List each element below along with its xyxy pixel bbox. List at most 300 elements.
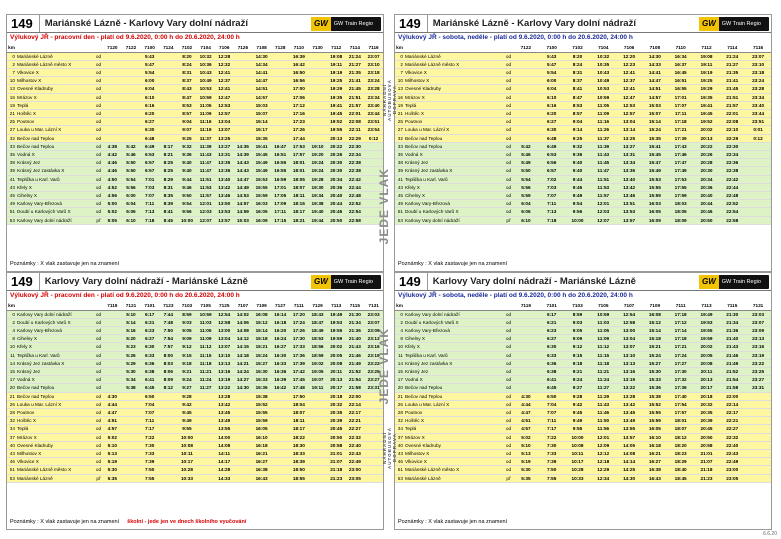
departure-time bbox=[234, 433, 253, 441]
departure-time: 18:55 bbox=[290, 474, 309, 482]
timetable-row bbox=[7, 449, 383, 457]
departure-time: 6:30 bbox=[140, 126, 159, 134]
departure-time bbox=[234, 77, 253, 85]
departure-time: 19:52 bbox=[327, 118, 346, 126]
departure-time: 19:52 bbox=[694, 118, 720, 126]
departure-time bbox=[271, 458, 290, 466]
departure-time: 13:40 bbox=[215, 175, 234, 183]
timetable-row bbox=[395, 216, 771, 224]
departure-time: 13:42 bbox=[616, 183, 642, 191]
departure-time bbox=[122, 68, 141, 76]
station-name: Mrázov X bbox=[404, 433, 504, 441]
departure-time: 4:44 bbox=[513, 400, 539, 408]
departure-time: 18:11 bbox=[290, 417, 309, 425]
timetable-row bbox=[7, 466, 383, 474]
departure-time: 10:32 bbox=[590, 52, 616, 60]
departure-time: 21:46 bbox=[719, 351, 745, 359]
departure-time: 11:39 bbox=[590, 142, 616, 150]
departure-time bbox=[159, 77, 178, 85]
departure-time: 10:36 bbox=[196, 60, 215, 68]
departure-time: 17:53 bbox=[290, 142, 309, 150]
train-number: 7100 bbox=[140, 43, 159, 52]
departure-time: 6:17 bbox=[140, 310, 159, 318]
timetable-row bbox=[7, 52, 383, 60]
departure-time: 4:57 bbox=[513, 425, 539, 433]
departure-time: 17:18 bbox=[668, 118, 694, 126]
departure-time bbox=[745, 150, 771, 158]
departure-time: 16:38 bbox=[642, 466, 668, 474]
departure-time bbox=[308, 68, 327, 76]
departure-time: 11:09 bbox=[590, 109, 616, 117]
station-name: Cihelny X bbox=[404, 335, 504, 343]
departure-time bbox=[745, 408, 771, 416]
station-name: Bečov nad Teplou bbox=[404, 142, 504, 150]
departure-time: 22:58 bbox=[719, 216, 745, 224]
station-name: Kfely X bbox=[404, 343, 504, 351]
validity-note: Výlukový JŘ - sobota, neděle - platí od 9.6.2020, 0:00 h do 20.6.2020, 24:00 h bbox=[398, 292, 633, 299]
departure-time: 13:42 bbox=[215, 183, 234, 191]
departure-time: 4:51 bbox=[513, 417, 539, 425]
departure-time: 10:59 bbox=[590, 310, 616, 318]
departure-time: 7:11 bbox=[140, 200, 159, 208]
departure-time: 16:50 bbox=[290, 68, 309, 76]
station-name: Krásný Jez bbox=[16, 367, 94, 375]
departure-time: 15:55 bbox=[642, 183, 668, 191]
train-number: 7129 bbox=[308, 301, 327, 310]
departure-time: 14:53 bbox=[234, 191, 253, 199]
departure-time: 15:55 bbox=[642, 408, 668, 416]
departure-time: 11:37 bbox=[590, 134, 616, 142]
arr-dep-header bbox=[94, 301, 103, 310]
arr-dep-flag: od bbox=[95, 201, 102, 207]
departure-time: 17:30 bbox=[290, 335, 309, 343]
timetable-row bbox=[395, 60, 771, 68]
departure-time: 13:28 bbox=[215, 392, 234, 400]
departure-time: 12:07 bbox=[590, 216, 616, 224]
km-value: 17 bbox=[395, 376, 404, 384]
line-number: 149 bbox=[7, 273, 40, 290]
departure-time: 7:11 bbox=[539, 200, 565, 208]
departure-time: 17:18 bbox=[668, 335, 694, 343]
departure-time: 6:50 bbox=[539, 392, 565, 400]
departure-time: 20:13 bbox=[694, 376, 720, 384]
departure-time: 18:22 bbox=[290, 433, 309, 441]
departure-time: 5:30 bbox=[103, 466, 122, 474]
departure-time: 21:07 bbox=[327, 458, 346, 466]
timetable-row bbox=[395, 326, 771, 334]
departure-time: 12:41 bbox=[616, 85, 642, 93]
departure-time: 15:59 bbox=[252, 417, 271, 425]
departure-time: 17:50 bbox=[290, 392, 309, 400]
departure-time: 15:45 bbox=[642, 150, 668, 158]
departure-time: 14:33 bbox=[215, 474, 234, 482]
km-value: 16 bbox=[7, 93, 16, 101]
departure-time: 12:03 bbox=[196, 208, 215, 216]
departure-time: 14:43 bbox=[234, 167, 253, 175]
departure-time: 6:45 bbox=[539, 384, 565, 392]
departure-time: 9:15 bbox=[565, 351, 591, 359]
departure-time bbox=[122, 85, 141, 93]
arr-dep-flag: od bbox=[505, 151, 512, 157]
departure-time: 16:18 bbox=[252, 441, 271, 449]
departure-time: 16:21 bbox=[252, 449, 271, 457]
departure-time: 14:47 bbox=[234, 175, 253, 183]
departure-time: 9:56 bbox=[178, 208, 197, 216]
timetable-row bbox=[7, 458, 383, 466]
departure-time: 13:57 bbox=[616, 433, 642, 441]
timetable-row bbox=[395, 449, 771, 457]
departure-time: 17:39 bbox=[290, 359, 309, 367]
departure-time: 13:04 bbox=[215, 335, 234, 343]
train-number: 7108 bbox=[252, 43, 271, 52]
departure-time bbox=[271, 441, 290, 449]
timetable-row bbox=[395, 359, 771, 367]
departure-time: 16:05 bbox=[642, 425, 668, 433]
timetable-row bbox=[7, 474, 383, 482]
departure-time: 22:14 bbox=[719, 400, 745, 408]
departure-time: 19:55 bbox=[327, 126, 346, 134]
arr-dep-flag: od bbox=[505, 442, 512, 448]
departure-time: 10:08 bbox=[178, 441, 197, 449]
departure-time: 16:18 bbox=[271, 318, 290, 326]
departure-time: 10:28 bbox=[565, 466, 591, 474]
station-name: Karlovy Vary dolní nádraží bbox=[404, 216, 504, 224]
departure-time: 23:44 bbox=[364, 109, 383, 117]
departure-time: 18:17 bbox=[290, 208, 309, 216]
departure-time: 17:53 bbox=[668, 175, 694, 183]
departure-time: 20:39 bbox=[327, 417, 346, 425]
departure-time: 6:53 bbox=[140, 150, 159, 158]
departure-time: 18:11 bbox=[290, 191, 309, 199]
departure-time: 16:21 bbox=[642, 449, 668, 457]
logo-mark: GW bbox=[699, 275, 719, 289]
departure-time bbox=[271, 433, 290, 441]
departure-time: 13:04 bbox=[616, 118, 642, 126]
departure-time: 6:21 bbox=[140, 318, 159, 326]
departure-time: 13:07 bbox=[215, 126, 234, 134]
km-value: 13 bbox=[395, 85, 404, 93]
departure-time bbox=[122, 118, 141, 126]
departure-time: 21:36 bbox=[346, 326, 365, 334]
departure-time: 12:41 bbox=[616, 68, 642, 76]
departure-time: 10:43 bbox=[590, 68, 616, 76]
departure-time bbox=[271, 52, 290, 60]
station-name: Mariánské Lázně město X bbox=[404, 466, 504, 474]
km-value: 35 bbox=[7, 150, 16, 158]
departure-time: 15:47 bbox=[642, 159, 668, 167]
arr-dep-flag: od bbox=[95, 176, 102, 182]
departure-time: 16:39 bbox=[290, 52, 309, 60]
departure-time: 23:24 bbox=[364, 77, 383, 85]
departure-time: 20:17 bbox=[694, 384, 720, 392]
km-value: 39 bbox=[395, 167, 404, 175]
km-value: 39 bbox=[7, 167, 16, 175]
departure-time: 6:56 bbox=[539, 159, 565, 167]
departure-time: 23:19 bbox=[745, 351, 771, 359]
timetable-row bbox=[7, 134, 383, 142]
departure-time bbox=[513, 343, 539, 351]
station-name: Mariánské Lázně bbox=[404, 52, 504, 60]
departure-time: 7:30 bbox=[539, 441, 565, 449]
departure-time: 12:47 bbox=[616, 93, 642, 101]
departure-time bbox=[122, 433, 141, 441]
departure-time bbox=[196, 466, 215, 474]
departure-time: 5:35 bbox=[513, 474, 539, 482]
departure-time: 19:34 bbox=[308, 191, 327, 199]
departure-time: 5:42 bbox=[513, 142, 539, 150]
departure-time bbox=[513, 134, 539, 142]
departure-time: 6:27 bbox=[140, 118, 159, 126]
departure-time: 10:00 bbox=[178, 433, 197, 441]
station-name: Milhostov X bbox=[404, 77, 504, 85]
departure-time: 8:24 bbox=[178, 60, 197, 68]
departure-time: 15:33 bbox=[252, 376, 271, 384]
departure-time: 6:57 bbox=[539, 167, 565, 175]
departure-time bbox=[745, 400, 771, 408]
departure-time: 15:14 bbox=[252, 326, 271, 334]
departure-time: 17:47 bbox=[668, 159, 694, 167]
arr-dep-flag: od bbox=[95, 135, 102, 141]
station-name: Cihelny X bbox=[16, 335, 94, 343]
departure-time: 13:28 bbox=[616, 392, 642, 400]
departure-time: 8:31 bbox=[159, 183, 178, 191]
gw-train-regio-logo bbox=[311, 17, 381, 31]
departure-time: 9:21 bbox=[178, 367, 197, 375]
km-value: 2 bbox=[395, 60, 404, 68]
station-name: Karlovy Vary dolní nádraží bbox=[404, 310, 504, 318]
departure-time: 21:18 bbox=[327, 466, 346, 474]
station-name: Mariánské Lázně město X bbox=[16, 60, 94, 68]
departure-time: 20:50 bbox=[694, 433, 720, 441]
departure-time: 23:34 bbox=[745, 93, 771, 101]
departure-time bbox=[513, 85, 539, 93]
departure-time: 7:04 bbox=[140, 400, 159, 408]
timetable-row bbox=[7, 216, 383, 224]
departure-time: 6:27 bbox=[140, 335, 159, 343]
arr-dep-flag: od bbox=[95, 401, 102, 407]
departure-time: 23:00 bbox=[719, 466, 745, 474]
departure-time: 20:28 bbox=[694, 159, 720, 167]
departure-time: 22:48 bbox=[719, 191, 745, 199]
header-row bbox=[395, 301, 771, 310]
departure-time: 22:43 bbox=[719, 449, 745, 457]
departure-time: 9:50 bbox=[178, 191, 197, 199]
departure-time: 13:25 bbox=[215, 134, 234, 142]
departure-time: 9:49 bbox=[178, 417, 197, 425]
timetable-row bbox=[395, 400, 771, 408]
station-name: Louka u Mar. Lázní X bbox=[16, 126, 94, 134]
departure-time: 14:57 bbox=[234, 200, 253, 208]
departure-time: 18:17 bbox=[290, 425, 309, 433]
departure-time: 19:55 bbox=[327, 326, 346, 334]
departure-time bbox=[745, 216, 771, 224]
departure-time: 16:05 bbox=[252, 425, 271, 433]
departure-time: 15:24 bbox=[642, 351, 668, 359]
departure-time: 22:10 bbox=[719, 126, 745, 134]
departure-time: 15:14 bbox=[252, 118, 271, 126]
station-name: Milhostov X bbox=[16, 77, 94, 85]
departure-time: 6:23 bbox=[539, 326, 565, 334]
departure-time: 20:22 bbox=[327, 142, 346, 150]
train-number: 7131 bbox=[745, 301, 771, 310]
departure-time: 15:18 bbox=[252, 335, 271, 343]
departure-time: 16:09 bbox=[642, 216, 668, 224]
departure-time: 20:05 bbox=[694, 351, 720, 359]
departure-time: 7:01 bbox=[140, 175, 159, 183]
departure-time: 7:13 bbox=[539, 208, 565, 216]
departure-time: 16:39 bbox=[271, 376, 290, 384]
departure-time: 8:17 bbox=[159, 142, 178, 150]
departure-time bbox=[159, 408, 178, 416]
departure-time: 21:46 bbox=[346, 351, 365, 359]
departure-time bbox=[122, 52, 141, 60]
station-name: Mariánské Lázně bbox=[16, 52, 94, 60]
departure-time: 12:53 bbox=[616, 101, 642, 109]
station-name: Louka u Mar. Lázní X bbox=[16, 400, 94, 408]
departure-time: 20:30 bbox=[327, 159, 346, 167]
station-name: Mariánské Lázně město X bbox=[16, 466, 94, 474]
departure-time bbox=[364, 425, 383, 433]
departure-time: 22:32 bbox=[346, 433, 365, 441]
departure-time: 19:49 bbox=[694, 310, 720, 318]
departure-time: 11:15 bbox=[590, 351, 616, 359]
km-value: 43 bbox=[7, 183, 16, 191]
departure-time bbox=[271, 77, 290, 85]
departure-time bbox=[364, 417, 383, 425]
arr-dep-flag: od bbox=[505, 401, 512, 407]
departure-time bbox=[122, 77, 141, 85]
departure-time: 9:27 bbox=[565, 384, 591, 392]
departure-time: 10:59 bbox=[590, 93, 616, 101]
departure-time: 11:57 bbox=[590, 191, 616, 199]
timetable-row bbox=[7, 343, 383, 351]
departure-time: 13:50 bbox=[215, 200, 234, 208]
departure-time: 21:49 bbox=[719, 359, 745, 367]
timetable-row bbox=[395, 310, 771, 318]
train-number: 7103 bbox=[565, 301, 591, 310]
departure-time: 17:20 bbox=[290, 310, 309, 318]
arr-dep-flag: od bbox=[505, 319, 512, 325]
departure-time: 15:53 bbox=[642, 175, 668, 183]
departure-time: 9:44 bbox=[565, 175, 591, 183]
departure-time: 22:17 bbox=[346, 408, 365, 416]
departure-time: 20:26 bbox=[327, 150, 346, 158]
departure-time bbox=[122, 134, 141, 142]
departure-time: 16:03 bbox=[642, 200, 668, 208]
timetable-row bbox=[7, 93, 383, 101]
departure-time: 18:01 bbox=[668, 417, 694, 425]
departure-time: 14:27 bbox=[234, 376, 253, 384]
departure-time bbox=[308, 109, 327, 117]
departure-time bbox=[122, 458, 141, 466]
departure-time: 6:04 bbox=[513, 200, 539, 208]
departure-time: 11:09 bbox=[196, 109, 215, 117]
departure-time bbox=[234, 417, 253, 425]
departure-time: 18:21 bbox=[290, 216, 309, 224]
departure-time bbox=[271, 408, 290, 416]
departure-time: 19:41 bbox=[327, 101, 346, 109]
departure-time: 13:27 bbox=[215, 142, 234, 150]
departure-time bbox=[308, 474, 327, 482]
departure-time bbox=[308, 425, 327, 433]
departure-time bbox=[103, 77, 122, 85]
departure-time: 9:36 bbox=[565, 150, 591, 158]
departure-time: 7:50 bbox=[159, 326, 178, 334]
departure-time: 23:09 bbox=[364, 326, 383, 334]
departure-time: 7:11 bbox=[140, 417, 159, 425]
departure-time bbox=[308, 85, 327, 93]
departure-time: 19:29 bbox=[694, 85, 720, 93]
departure-time bbox=[103, 367, 122, 375]
departure-time: 23:03 bbox=[745, 310, 771, 318]
arr-dep-flag: od bbox=[95, 110, 102, 116]
departure-time: 5:30 bbox=[122, 367, 141, 375]
departure-time: 20:50 bbox=[694, 216, 720, 224]
departure-time: 7:11 bbox=[539, 417, 565, 425]
timetable-row bbox=[395, 109, 771, 117]
departure-time: 16:42 bbox=[290, 60, 309, 68]
departure-time bbox=[196, 474, 215, 482]
station-name: Krásný Jez zastávka X bbox=[404, 359, 504, 367]
departure-time: 13:31 bbox=[215, 150, 234, 158]
departure-time: 11:26 bbox=[590, 126, 616, 134]
departure-time: 16:09 bbox=[252, 216, 271, 224]
route-title: Mariánské Lázně - Karlovy Vary dolní nádraží bbox=[432, 18, 636, 29]
departure-time: 22:54 bbox=[346, 208, 365, 216]
km-value: 53 bbox=[7, 216, 16, 224]
departure-time: 6:04 bbox=[140, 85, 159, 93]
arr-dep-flag: od bbox=[505, 61, 512, 67]
departure-time: 20:58 bbox=[327, 441, 346, 449]
station-name: Teplička u Karl. Varů bbox=[16, 351, 94, 359]
timetable-row bbox=[7, 310, 383, 318]
timetable-row bbox=[395, 142, 771, 150]
notes-footer bbox=[10, 519, 246, 525]
km-value: 4 bbox=[7, 326, 16, 334]
departure-time: 12:32 bbox=[215, 60, 234, 68]
km-value: 33 bbox=[395, 142, 404, 150]
departure-time: 16:36 bbox=[271, 367, 290, 375]
departure-time: 7:33 bbox=[539, 449, 565, 457]
arr-dep-flag: od bbox=[95, 336, 102, 342]
timetable-panel-4 bbox=[394, 272, 772, 530]
departure-time: 23:07 bbox=[364, 318, 383, 326]
departure-time: 15:12 bbox=[642, 318, 668, 326]
departure-time: 18:20 bbox=[668, 441, 694, 449]
departure-time: 4:57 bbox=[103, 425, 122, 433]
departure-time: 16:08 bbox=[252, 310, 271, 318]
station-name: Hoštěc X bbox=[404, 417, 504, 425]
departure-time: 9:24 bbox=[565, 376, 591, 384]
arr-dep-flag: od bbox=[95, 377, 102, 383]
departure-time: 10:33 bbox=[178, 474, 197, 482]
departure-time bbox=[513, 326, 539, 334]
timetable-row bbox=[395, 458, 771, 466]
arr-dep-flag: od bbox=[95, 360, 102, 366]
departure-time: 22:58 bbox=[346, 216, 365, 224]
station-name: Karlovy Vary dolní nádraží bbox=[16, 216, 94, 224]
departure-time: 21:52 bbox=[346, 367, 365, 375]
train-number: 7108 bbox=[642, 43, 668, 52]
departure-time bbox=[513, 126, 539, 134]
arr-dep-flag: od bbox=[505, 377, 512, 383]
departure-time: 8:25 bbox=[159, 159, 178, 167]
timetable-row bbox=[395, 367, 771, 375]
km-header: km bbox=[395, 301, 404, 310]
departure-time: 9:36 bbox=[178, 150, 197, 158]
departure-time: 18:07 bbox=[290, 183, 309, 191]
departure-time: 16:55 bbox=[668, 85, 694, 93]
